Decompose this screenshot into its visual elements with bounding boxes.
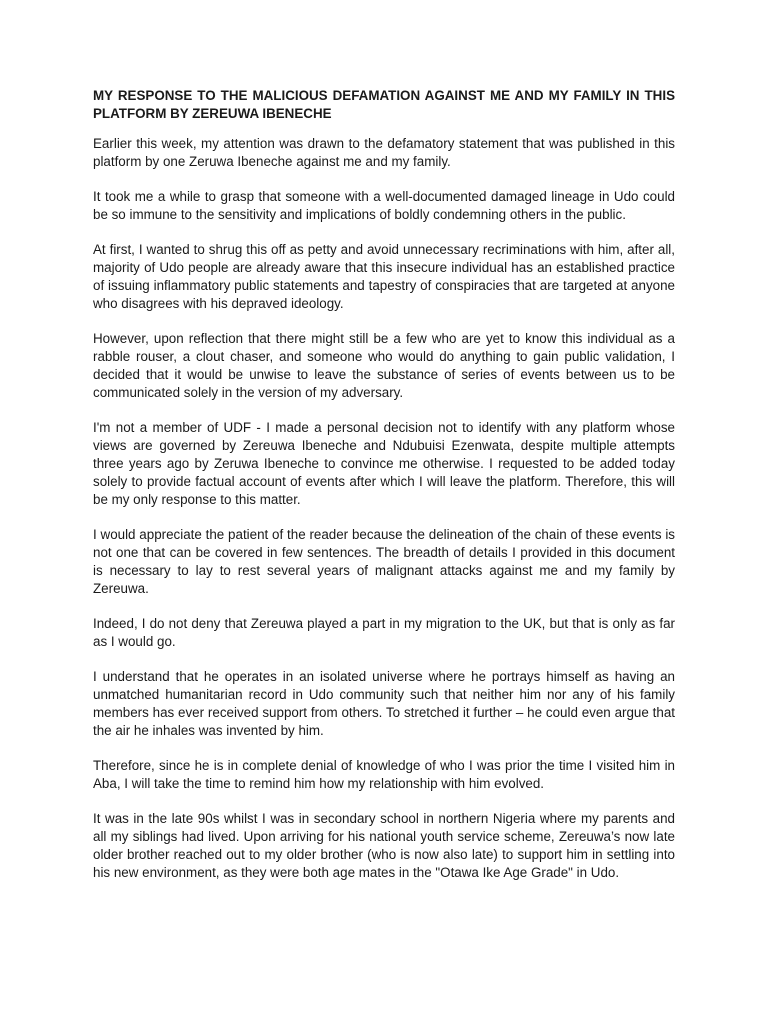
paragraph: I would appreciate the patient of the reader because the delineation of the chain of these events is not one that can be covered in few sentences. The breadth of details I provided in this document is necessary to lay to rest several years of malignant attacks against me and my family by Zereuwa. bbox=[93, 527, 675, 596]
paragraph: Indeed, I do not deny that Zereuwa played a part in my migration to the UK, but that is only as far as I would go. bbox=[93, 616, 675, 649]
document-page bbox=[93, 87, 675, 899]
paragraph: However, upon reflection that there might still be a few who are yet to know this individual as a rabble rouser, a clout chaser, and someone who would do anything to gain public validation, I decided that it would be unwise to leave the substance of series of events between us to be communicated solely in the version of my adversary. bbox=[93, 331, 675, 400]
paragraph: Earlier this week, my attention was drawn to the defamatory statement that was published in this platform by one Zeruwa Ibeneche against me and my family. bbox=[93, 136, 675, 169]
paragraph: I understand that he operates in an isolated universe where he portrays himself as having an unmatched humanitarian record in Udo community such that neither him nor any of his family members has ever received support from others. To stretched it further – he could even argue that the air he inhales was invented by him. bbox=[93, 669, 675, 738]
paragraph: It took me a while to grasp that someone with a well-documented damaged lineage in Udo could be so immune to the sensitivity and implications of boldly condemning others in the public. bbox=[93, 189, 675, 222]
paragraph: It was in the late 90s whilst I was in secondary school in northern Nigeria where my parents and all my siblings had lived. Upon arriving for his national youth service scheme, Zereuwa’s now late older brother reached out to my older brother (who is now also late) to support him in settling into his new environment, as they were both age mates in the "Otawa Ike Age Grade" in Udo. bbox=[93, 811, 675, 880]
paragraph: Therefore, since he is in complete denial of knowledge of who I was prior the time I visited him in Aba, I will take the time to remind him how my relationship with him evolved. bbox=[93, 758, 675, 791]
document-title: MY RESPONSE TO THE MALICIOUS DEFAMATION AGAINST ME AND MY FAMILY IN THIS PLATFORM BY ZEREUWA IBENECHE bbox=[93, 88, 675, 121]
paragraph: At first, I wanted to shrug this off as petty and avoid unnecessary recriminations with him, after all, majority of Udo people are already aware that this insecure individual has an established practice of issuing inflammatory public statements and tapestry of conspiracies that are targeted at anyone who disagrees with his depraved ideology. bbox=[93, 242, 675, 311]
paragraph: I'm not a member of UDF - I made a personal decision not to identify with any platform whose views are governed by Zereuwa Ibeneche and Ndubuisi Ezenwata, despite multiple attempts three years ago by Zeruwa Ibeneche to convince me otherwise. I requested to be added today solely to provide factual account of events after which I will leave the platform. Therefore, this will be my only response to this matter. bbox=[93, 420, 675, 507]
